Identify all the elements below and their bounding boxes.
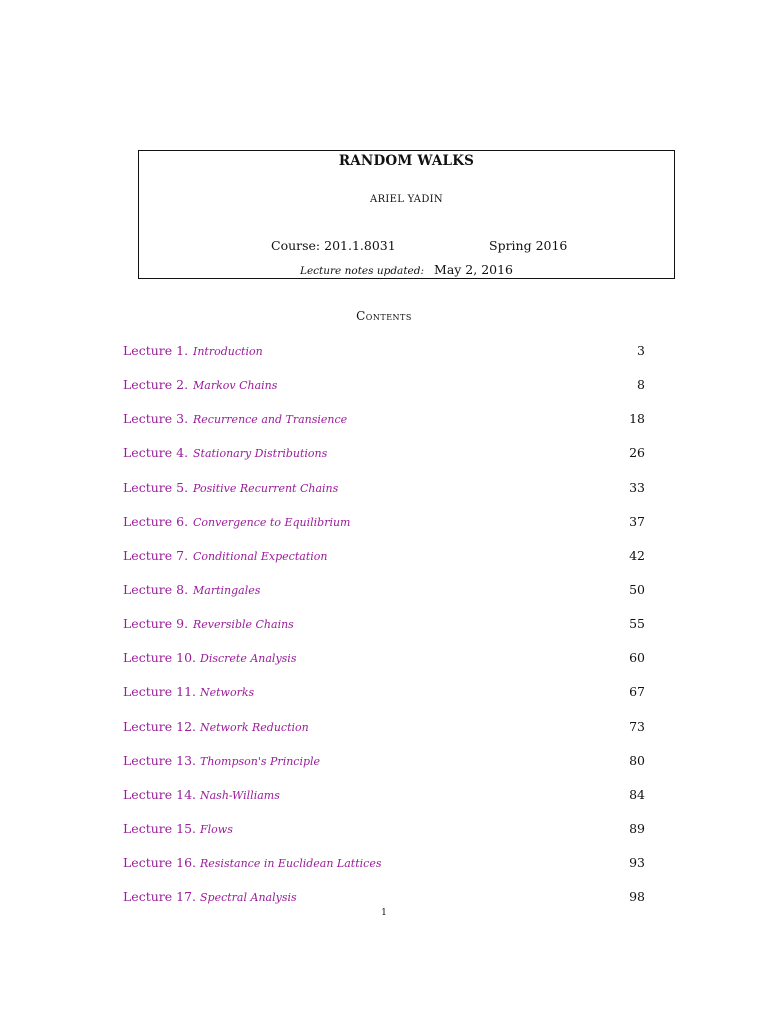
toc-lecture-number-link[interactable]: Lecture 12. [123,718,196,734]
course-code: Course: 201.1.8031 [271,238,396,253]
toc-lecture-title-link[interactable]: Networks [200,686,255,700]
toc-lecture-title-link[interactable]: Recurrence and Transience [193,413,348,427]
toc-entry[interactable] [123,480,645,514]
toc-lecture-title-link[interactable]: Positive Recurrent Chains [193,481,339,495]
page-number: 1 [381,908,387,918]
toc-page-number: 55 [629,616,645,632]
toc-page-number: 93 [629,855,645,871]
toc-entry[interactable] [123,684,645,718]
toc-lecture-title-link[interactable]: Thompson's Principle [200,754,321,768]
toc-page-number: 18 [629,411,645,427]
toc-lecture-number-link[interactable]: Lecture 17. [123,889,196,905]
toc-lecture-title-link[interactable]: Nash-Williams [200,788,280,802]
toc-entry[interactable] [123,582,645,616]
toc-page-number: 60 [629,650,645,666]
toc-lecture-title-link[interactable]: Flows [200,822,233,836]
toc-lecture-title-link[interactable]: Network Reduction [200,720,309,734]
toc-page-number: 8 [637,377,645,393]
toc-lecture-number-link[interactable]: Lecture 4. [123,445,189,461]
toc-lecture-number-link[interactable]: Lecture 5. [123,479,189,495]
toc-entry[interactable] [123,616,645,650]
toc-entry[interactable] [123,719,645,753]
toc-page-number: 50 [629,581,645,597]
toc-lecture-number-link[interactable]: Lecture 15. [123,820,196,836]
toc-page-number: 26 [629,445,645,461]
toc-entry[interactable] [123,445,645,479]
toc-lecture-number-link[interactable]: Lecture 3. [123,411,189,427]
toc-lecture-number-link[interactable]: Lecture 10. [123,650,196,666]
toc-entry[interactable] [123,548,645,582]
toc-page-number: 98 [629,889,645,905]
updated-date: May 2, 2016 [434,262,514,277]
toc-lecture-number-link[interactable]: Lecture 8. [123,581,189,597]
toc-entry[interactable] [123,889,645,923]
toc-entry[interactable] [123,787,645,821]
toc-page-number: 73 [629,718,645,734]
toc-page-number: 3 [637,343,645,358]
toc-lecture-number-link[interactable]: Lecture 16. [123,855,196,871]
toc-lecture-number-link[interactable]: Lecture 6. [123,513,189,529]
term: Spring 2016 [489,238,568,253]
toc-entry[interactable] [123,855,645,889]
toc-page-number: 67 [629,684,645,700]
toc-lecture-title-link[interactable]: Conditional Expectation [193,549,328,563]
toc-lecture-number-link[interactable]: Lecture 9. [123,616,189,632]
title-box [138,150,675,279]
author-name: ARIEL YADIN [370,194,443,205]
document-title: RANDOM WALKS [338,153,475,169]
updated-line [139,262,674,277]
toc-entry[interactable] [123,514,645,548]
toc-lecture-title-link[interactable]: Martingales [193,583,261,597]
toc-lecture-number-link[interactable]: Lecture 14. [123,786,196,802]
toc-lecture-number-link[interactable]: Lecture 11. [123,684,196,700]
toc-page-number: 42 [629,547,645,563]
toc-lecture-number-link[interactable]: Lecture 13. [123,752,196,768]
contents-heading: Contents [356,309,412,323]
toc-entry[interactable] [123,753,645,787]
toc-entry[interactable] [123,821,645,855]
toc-page-number: 37 [629,513,645,529]
toc-lecture-title-link[interactable]: Spectral Analysis [200,891,297,905]
toc-entry[interactable] [123,411,645,445]
toc-lecture-title-link[interactable]: Introduction [193,345,263,358]
toc-page-number: 80 [629,752,645,768]
toc-entry[interactable] [123,650,645,684]
toc-lecture-title-link[interactable]: Reversible Chains [193,618,294,632]
toc-entry[interactable] [123,343,645,377]
toc-page-number: 33 [629,479,645,495]
table-of-contents [123,343,645,923]
toc-page-number: 89 [629,820,645,836]
toc-lecture-number-link[interactable]: Lecture 2. [123,377,189,393]
toc-lecture-number-link[interactable]: Lecture 1. [123,343,189,358]
toc-lecture-title-link[interactable]: Convergence to Equilibrium [193,515,351,529]
toc-entry[interactable] [123,377,645,411]
toc-lecture-title-link[interactable]: Discrete Analysis [200,652,297,666]
toc-lecture-title-link[interactable]: Markov Chains [193,379,278,393]
updated-label: Lecture notes updated: [299,265,425,277]
toc-lecture-title-link[interactable]: Resistance in Euclidean Lattices [200,857,382,871]
toc-lecture-title-link[interactable]: Stationary Distributions [193,447,328,461]
toc-lecture-number-link[interactable]: Lecture 7. [123,547,189,563]
toc-page-number: 84 [629,786,645,802]
